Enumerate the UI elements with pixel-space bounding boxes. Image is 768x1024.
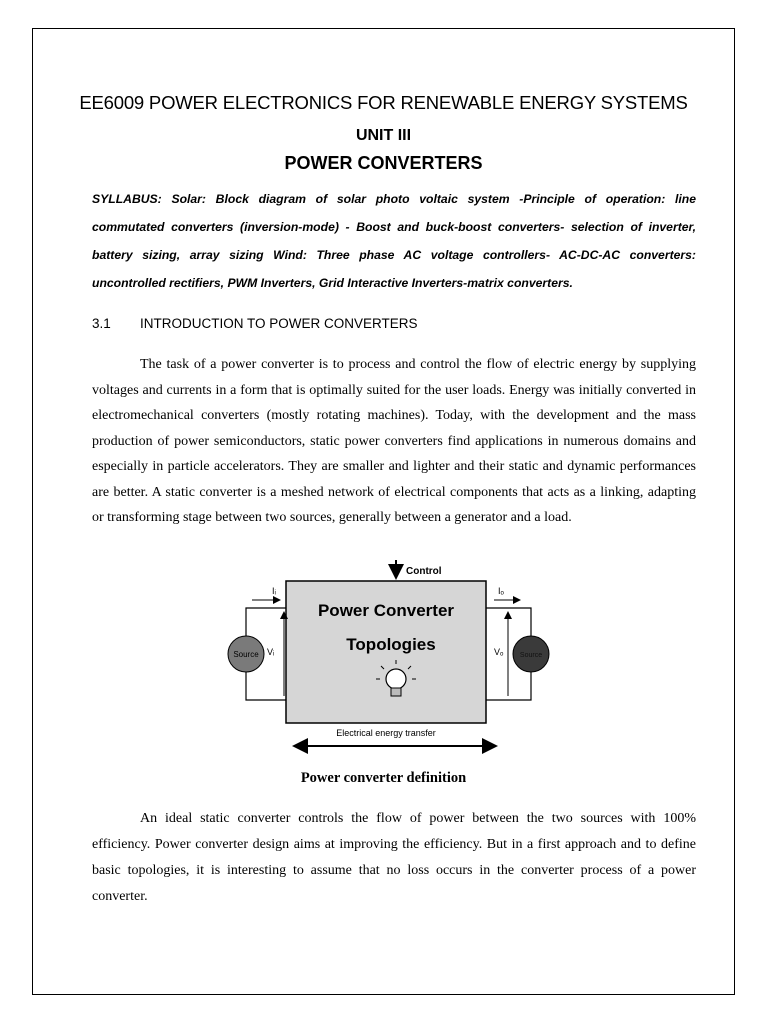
topic-title: POWER CONVERTERS: [284, 153, 483, 173]
section-number: 3.1: [92, 316, 111, 331]
unit-title: UNIT III: [355, 127, 412, 144]
section-heading: [92, 316, 696, 331]
source-label: Source: [233, 650, 259, 659]
ideal-converter-paragraph: An ideal static converter controls the flow of power between the two sources with 100% efficiency. Power converter design aims at improving the efficiency. But in a first approach and to define basic topologies, it is interesting to assume that no loss occurs in the converter process of a power converter.: [92, 811, 696, 904]
section-title: INTRODUCTION TO POWER CONVERTERS: [140, 316, 418, 331]
control-label: Control: [406, 566, 442, 577]
input-voltage-label: Vᵢ: [267, 647, 275, 657]
load-label: Source: [519, 652, 543, 659]
figure-caption: Power converter definition: [300, 770, 467, 786]
energy-transfer-label: Electrical energy transfer: [336, 728, 436, 738]
syllabus-text: SYLLABUS: Solar: Block diagram of solar photo voltaic system -Principle of operation: line commutated converters (inversion-mode) - Boost and buck-boost converters- selection of inverter, battery sizing, array sizing Wind: Three phase AC voltage controllers- AC-DC-AC converters: uncontrolled rectifiers, PWM Inverters, Grid Interactive Inverters-matrix converters.: [92, 192, 696, 290]
course-title: EE6009 POWER ELECTRONICS FOR RENEWABLE ENERGY SYSTEMS: [79, 92, 688, 113]
output-current-label: Iₒ: [498, 586, 504, 596]
power-converter-diagram: [214, 556, 574, 758]
output-voltage-label: Vₒ: [494, 647, 504, 657]
input-current-label: Iᵢ: [272, 586, 276, 596]
box-subtitle: Topologies: [346, 635, 436, 654]
intro-paragraph: The task of a power converter is to process and control the flow of electric energy by supplying voltages and currents in a form that is optimally suited for the user loads. Energy was initially converted in electromechanical converters (mostly rotating machines). Today, with the development and the mass production of power semiconductors, static power converters find applications in numerous domains and especially in particle accelerators. They are smaller and lighter and their static and dynamic performances are better. A static converter is a meshed network of electrical components that acts as a linking, adapting or transforming stage between two sources, generally between a generator and a load.: [92, 357, 696, 525]
box-title: Power Converter: [317, 601, 455, 620]
